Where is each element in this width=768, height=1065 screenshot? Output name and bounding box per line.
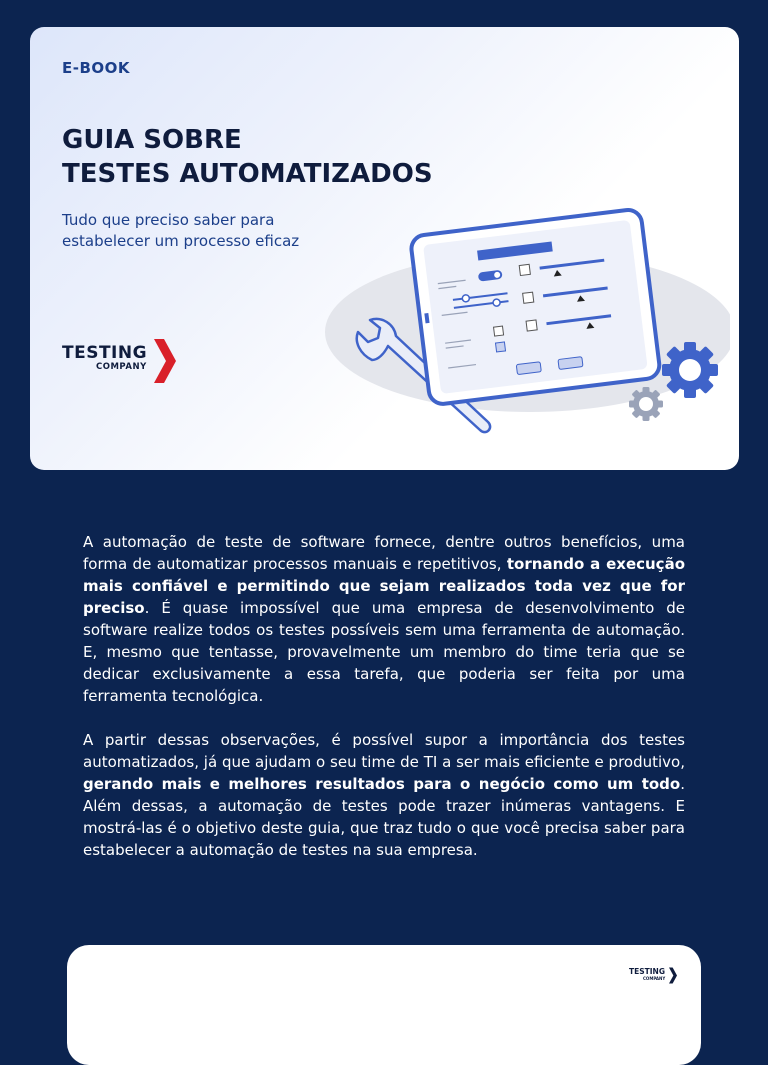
p2-text-bold: gerando mais e melhores resultados para o negócio como um todo (83, 775, 681, 793)
paragraph-2 (83, 729, 685, 861)
testing-company-mini-logo (629, 967, 683, 987)
chevron-logo-icon (154, 339, 176, 383)
p2-text-c: . Além dessas, a automação de testes pode trazer inúmeras vantagens. E mostrá-las é o objetivo deste guia, que traz tudo o que você precisa saber para estabelecer a automação de testes na sua empresa. (83, 775, 685, 859)
gear-icon (662, 342, 718, 398)
small-gear-icon (629, 387, 663, 421)
mini-logo-main: TESTING (629, 967, 665, 976)
logo-sub-text: COMPANY (96, 362, 147, 372)
logo-main-text: TESTING (62, 343, 148, 363)
page-title (62, 123, 433, 191)
next-page-preview (67, 945, 701, 1065)
p1-text-a: A automação de teste de software fornece, dentre outros benefícios, uma forma de automatizar processos manuais e repetitivos, (83, 533, 685, 573)
mini-logo-sub: COMPANY (643, 976, 666, 981)
ebook-tag: E-BOOK (62, 59, 131, 77)
paragraph-1 (83, 531, 685, 707)
tablet-form-illustration (320, 192, 730, 462)
testing-company-logo (62, 339, 182, 385)
p1-text-c: . É quase impossível que uma empresa de desenvolvimento de software realize todos os testes possíveis sem uma ferramenta de automação. E, mesmo que tentasse, provavelmente um membro do time teria que se dedicar exclusivamente a essa tarefa, que poderia ser feita por uma ferramenta tecnológica. (83, 599, 685, 705)
p1-text-bold: tornando a execução mais confiável e permitindo que sejam realizados toda vez que for preciso (83, 555, 686, 617)
title-line-1: GUIA SOBRE (62, 125, 242, 155)
title-line-2: TESTES AUTOMATIZADOS (62, 159, 433, 189)
p2-text-a: A partir dessas observações, é possível supor a importância dos testes automatizados, já que ajudam o seu time de TI a ser mais eficiente e produtivo, (83, 731, 685, 771)
chevron-logo-icon (669, 967, 677, 984)
ebook-cover (30, 27, 739, 470)
intro-text (83, 531, 685, 883)
subtitle: Tudo que preciso saber para estabelecer um processo eficaz (62, 211, 300, 250)
